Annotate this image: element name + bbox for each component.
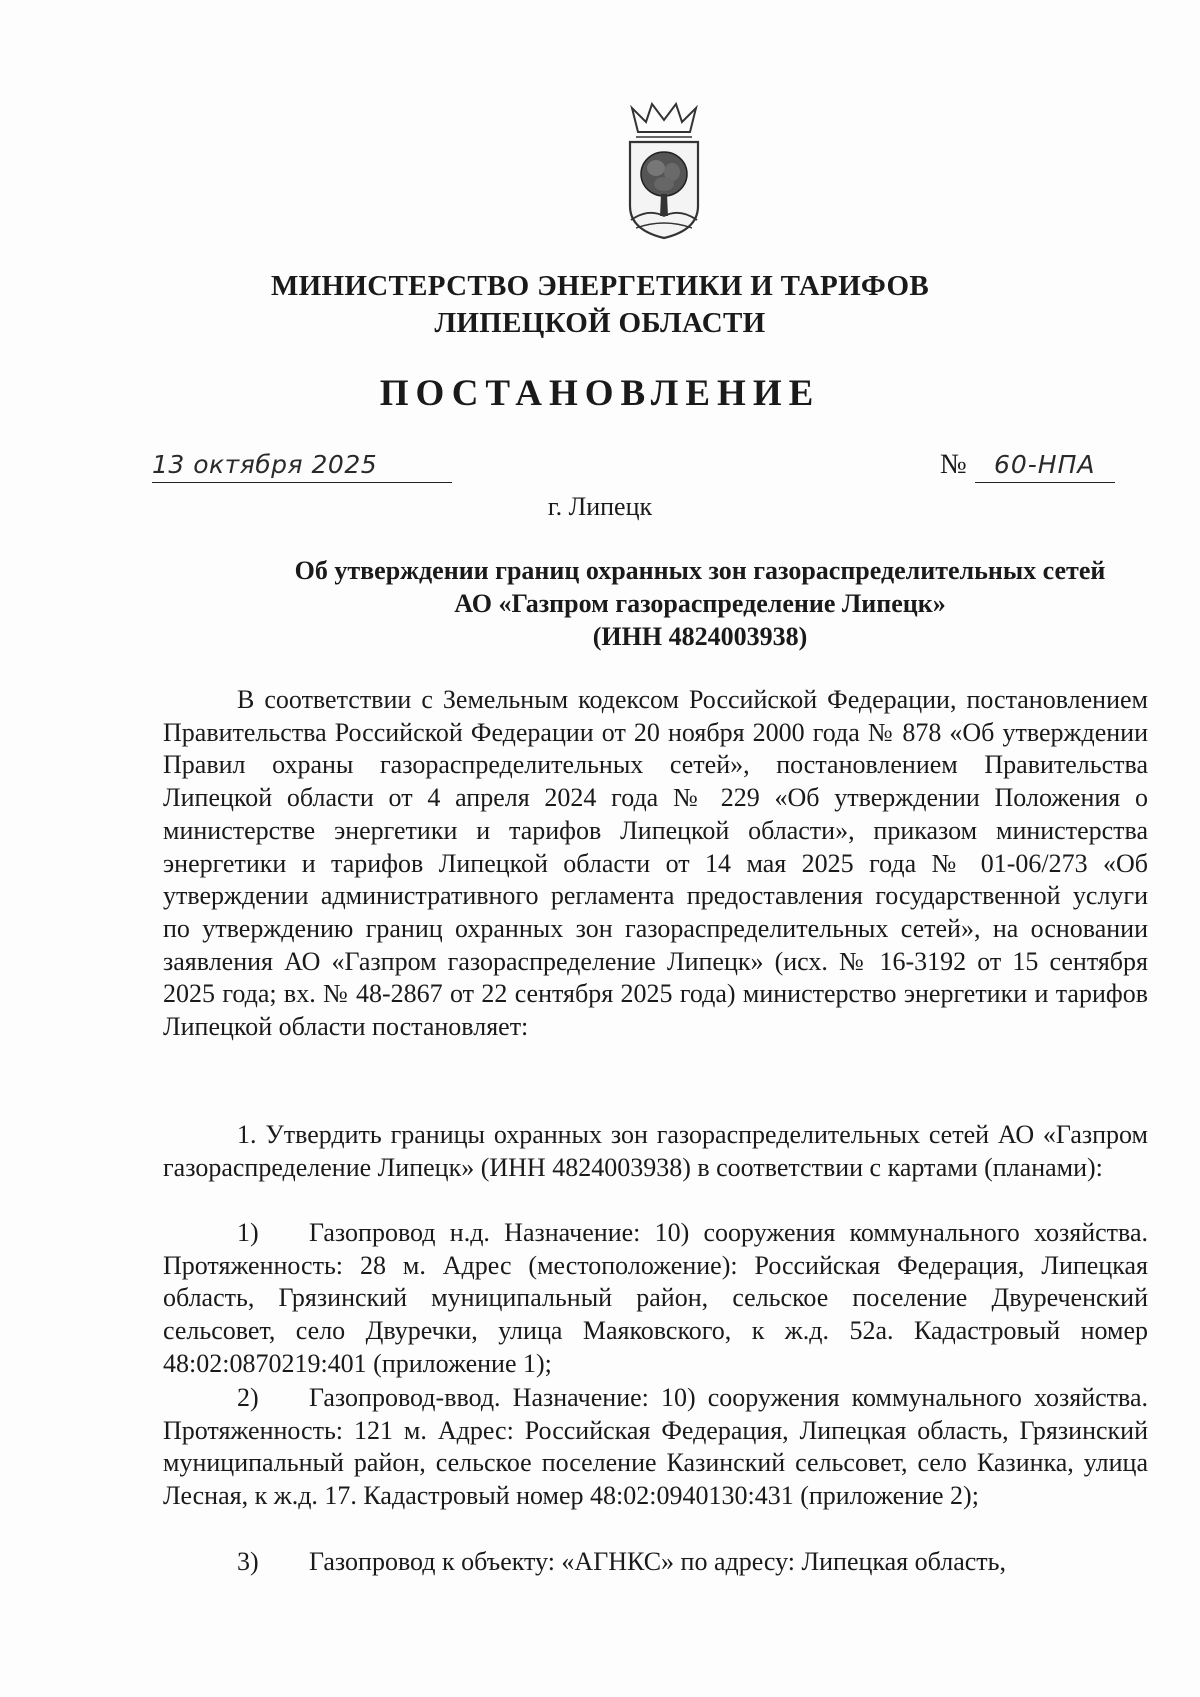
subitem-1: [163, 1217, 1148, 1381]
document-date: 13 октября 2025: [152, 448, 452, 483]
ministry-name-line1: МИНИСТЕРСТВО ЭНЕРГЕТИКИ И ТАРИФОВ: [271, 270, 929, 302]
clause-1-paragraph: 1. Утвердить границы охранных зон газораспределительных сетей АО «Газпром газораспределение Липецк» (ИНН 4824003938) в соответствии с картами (планами):: [163, 1120, 1148, 1182]
subitem-text: Газопровод н.д. Назначение: 10) сооружения коммунального хозяйства. Протяженность: 28 м. Адрес (местоположение): Российская Федерация, Липецкая область, Грязинский муниципальный район, сельское поселение Двуреченский сельсовет, село Двуречки, улица Маяковского, к ж.д. 52а. Кадастровый номер 48:02:0870219:401 (приложение 1);: [163, 1218, 1148, 1378]
number-value: 60-НПА: [975, 448, 1115, 483]
subitem-text: Газопровод-ввод. Назначение: 10) сооружения коммунального хозяйства. Протяженность: 121 м. Адрес: Российская Федерация, Липецкая область, Грязинский муниципальный район, сельское поселение Казинский сельсовет, село Казинка, улица Лесная, к ж.д. 17. Кадастровый номер 48:02:0940130:431 (приложение 2);: [163, 1383, 1148, 1511]
ministry-name-line2: ЛИПЕЦКОЙ ОБЛАСТИ: [434, 307, 766, 339]
document-type-heading: ПОСТАНОВЛЕНИЕ: [379, 373, 821, 414]
title-line2: АО «Газпром газораспределение Липецк»: [454, 589, 946, 618]
title-line3: (ИНН 4824003938): [592, 622, 808, 651]
title-line1: Об утверждении границ охранных зон газораспределительных сетей: [294, 556, 1106, 585]
coat-of-arms-icon: [618, 102, 710, 240]
number-label: №: [940, 449, 967, 480]
subitem-number: 1): [237, 1218, 259, 1247]
document-title: [240, 554, 1160, 653]
document-number: [940, 448, 1115, 482]
subitem-text: Газопровод к объекту: «АГНКС» по адресу: Липецкая область,: [309, 1547, 1006, 1576]
preamble-paragraph: В соответствии с Земельным кодексом Российской Федерации, постановлением Правительства Российской Федерации от 20 ноября 2000 года № 878 «Об утверждении Правил охраны газораспределительных сетей», постановлением Правительства Липецкой области от 4 апреля 2024 года № 229 «Об утверждении Положения о министерстве энергетики и тарифов Липецкой области», приказом министерства энергетики и тарифов Липецкой области от 14 мая 2025 года № 01-06/273 «Об утверждении административного регламента предоставления государственной услуги по утверждению границ охранных зон газораспределительных сетей», на основании заявления АО «Газпром газораспределение Липецк» (исх. № 16-3192 от 15 сентября 2025 года; вх. № 48-2867 от 22 сентября 2025 года) министерство энергетики и тарифов Липецкой области постановляет:: [163, 685, 1148, 1042]
subitem-number: 2): [237, 1383, 259, 1412]
subitem-3: [163, 1546, 1148, 1579]
subitem-number: 3): [237, 1547, 259, 1576]
document-city: г. Липецк: [547, 492, 653, 521]
subitem-2: [163, 1382, 1148, 1513]
ministry-name: [0, 268, 1200, 342]
